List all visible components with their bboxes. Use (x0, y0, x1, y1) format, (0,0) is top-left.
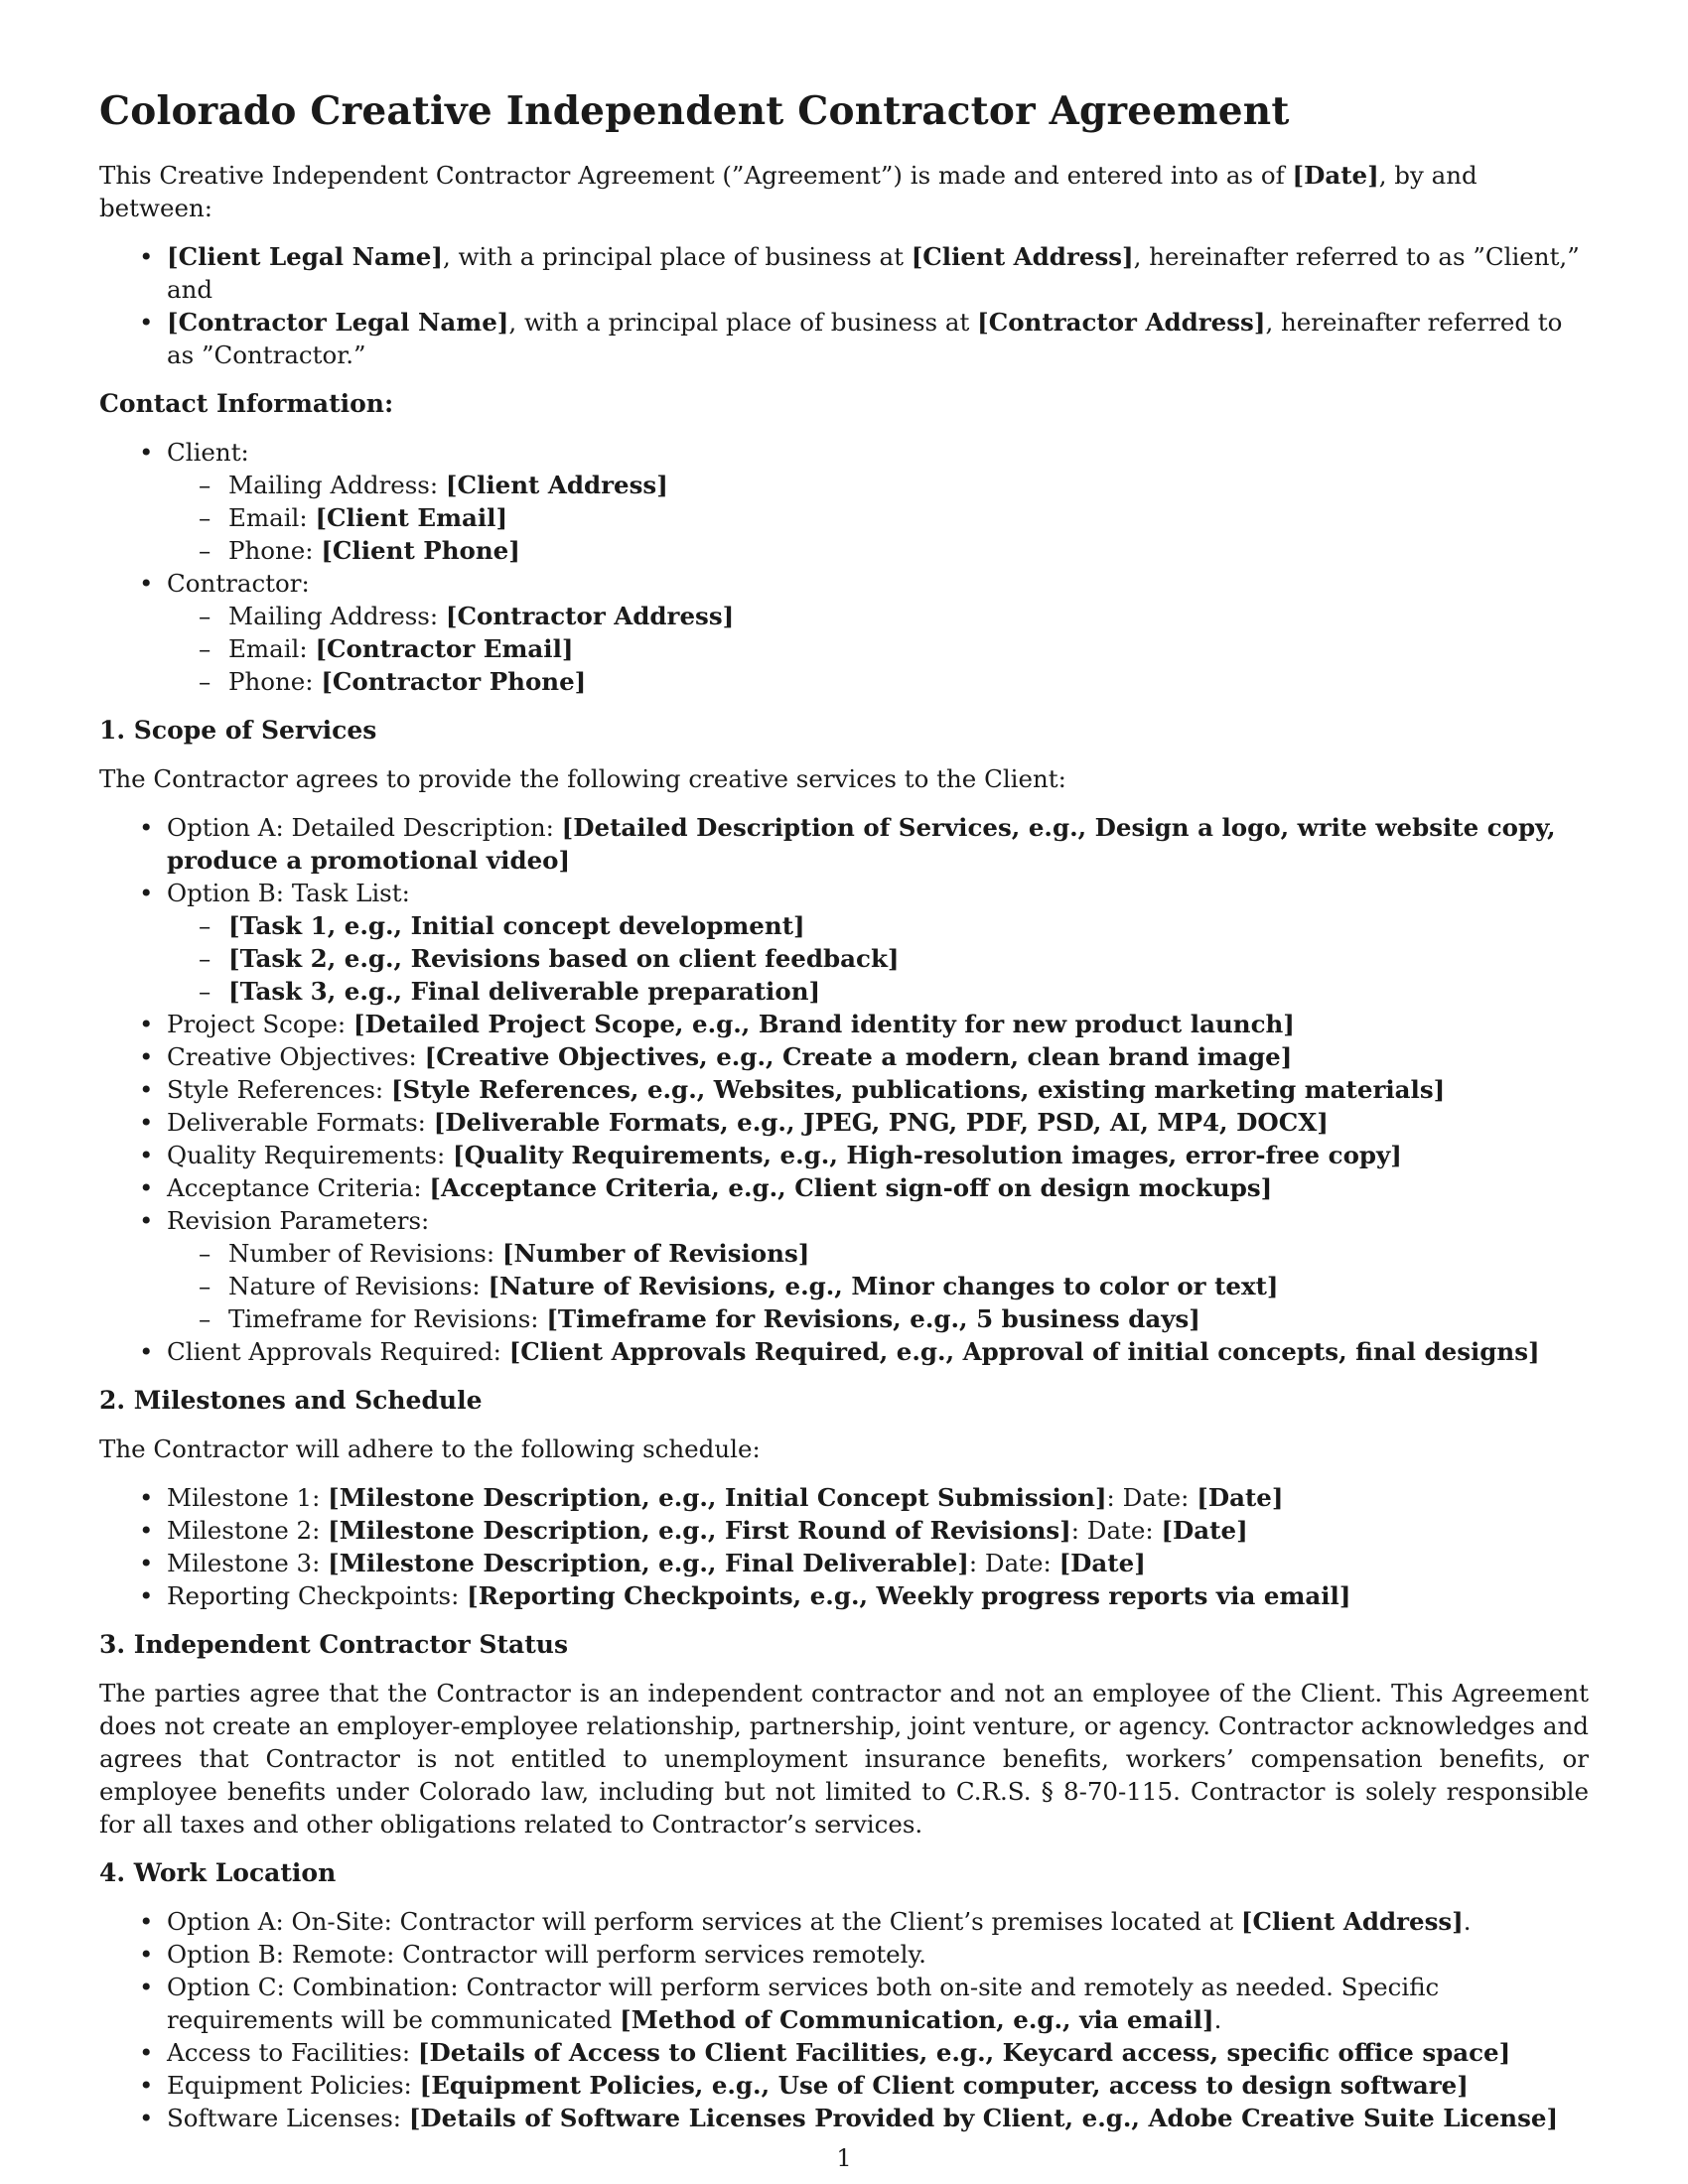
item-value: [Contractor Email] (315, 634, 574, 663)
intro-text: This Creative Independent Contractor Agreement (”Agreement”) is made and entered into as of (99, 161, 1293, 190)
item-label: Client Approvals Required: (167, 1337, 509, 1366)
item-label: Creative Objectives: (167, 1042, 425, 1071)
contact-client-address (228, 469, 1589, 501)
deliverable-formats (167, 1106, 1589, 1139)
date-label: : Date: (1070, 1516, 1162, 1545)
item-value: [Nature of Revisions, e.g., Minor changes to color or text] (488, 1272, 1279, 1300)
quality-requirements (167, 1139, 1589, 1171)
party-client-name: [Client Legal Name] (167, 242, 443, 271)
item-value: [Contractor Phone] (321, 667, 587, 696)
item-value: [Creative Objectives, e.g., Create a modern, clean brand image] (424, 1042, 1293, 1071)
item-label: Revision Parameters: (167, 1206, 430, 1235)
intro-paragraph (99, 159, 1589, 224)
item-value: [Milestone Description, e.g., Final Deliverable] (328, 1549, 969, 1577)
location-option-b: • Option B: Remote: Contractor will perform services remotely. (167, 1938, 1589, 1971)
party-client-tail: , hereinafter referred to as ”Client,” and (167, 242, 1580, 304)
item-label: Milestone 3: (167, 1549, 329, 1577)
revision-number (228, 1237, 1589, 1270)
work-location-list (99, 1905, 1589, 2134)
contact-contractor-phone (228, 665, 1589, 698)
item-value: [Method of Communication, e.g., via email] (620, 2005, 1214, 2034)
item-label: Email: (228, 634, 316, 663)
item-label: Nature of Revisions: (228, 1272, 489, 1300)
item-value: [Milestone Description, e.g., Initial Concept Submission] (328, 1483, 1107, 1512)
section-3-heading: 3. Independent Contractor Status (99, 1630, 569, 1659)
item-value: [Client Address] (1240, 1907, 1464, 1936)
date-label: : Date: (1106, 1483, 1197, 1512)
scope-option-b (167, 877, 1589, 1008)
task-item (228, 942, 1589, 975)
task-text: [Task 1, e.g., Initial concept development] (228, 911, 805, 940)
item-value: [Client Phone] (321, 536, 520, 565)
party-contractor-tail: , hereinafter referred to as ”Contractor.” (167, 308, 1563, 369)
party-contractor-address: [Contractor Address] (977, 308, 1266, 337)
item-label: Milestone 2: (167, 1516, 329, 1545)
date-value: [Date] (1161, 1516, 1248, 1545)
party-contractor-name: [Contractor Legal Name] (167, 308, 509, 337)
software-licenses (167, 2102, 1589, 2134)
item-value: [Detailed Description of Services, e.g., Design a logo, write website copy, produce a promotional video] (167, 813, 1556, 875)
task-text: [Task 3, e.g., Final deliverable preparation] (228, 977, 821, 1006)
item-label: Equipment Policies: (167, 2071, 420, 2100)
document-title: Colorado Creative Independent Contractor Agreement (99, 88, 1290, 134)
document-page (99, 87, 1589, 2150)
task-list (167, 909, 1589, 1008)
item-value: [Client Email] (315, 503, 508, 532)
reporting-checkpoints (167, 1579, 1589, 1612)
task-text: [Task 2, e.g., Revisions based on client feedback] (228, 944, 900, 973)
style-references (167, 1073, 1589, 1106)
contact-list (99, 436, 1589, 698)
equipment-policies (167, 2069, 1589, 2102)
revision-list (167, 1237, 1589, 1335)
scope-option-a (167, 811, 1589, 877)
item-label: Software Licenses: (167, 2104, 409, 2132)
item-value: [Style References, e.g., Websites, publications, existing marketing materials] (390, 1075, 1446, 1104)
item-value: [Reporting Checkpoints, e.g., Weekly progress reports via email] (467, 1581, 1351, 1610)
task-item (228, 975, 1589, 1008)
party-contractor-mid: , with a principal place of business at (508, 308, 978, 337)
item-label: Mailing Address: (228, 602, 446, 630)
item-value: [Client Approvals Required, e.g., Approval of initial concepts, final designs] (508, 1337, 1540, 1366)
client-approvals (167, 1335, 1589, 1368)
parties-list (99, 240, 1589, 371)
item-label: Phone: (228, 536, 322, 565)
item-label: Mailing Address: (228, 471, 446, 499)
item-value: [Milestone Description, e.g., First Round of Revisions] (328, 1516, 1071, 1545)
project-scope (167, 1008, 1589, 1040)
date-label: : Date: (968, 1549, 1059, 1577)
intro-date: [Date] (1292, 161, 1379, 190)
item-label: Option C: Combination: Contractor will perform services both on-site and remotely as needed. Specific requirements will be communicated (167, 1973, 1440, 2034)
task-item (228, 909, 1589, 942)
intro-text-end: , by and between: (99, 161, 1477, 222)
item-value: [Detailed Project Scope, e.g., Brand identity for new product launch] (352, 1010, 1295, 1038)
revision-nature (228, 1270, 1589, 1302)
item-label: Style References: (167, 1075, 391, 1104)
creative-objectives (167, 1040, 1589, 1073)
item-label: Timeframe for Revisions: (228, 1304, 547, 1333)
milestone-list (99, 1481, 1589, 1612)
item-value: [Details of Software Licenses Provided by Client, e.g., Adobe Creative Suite License] (408, 2104, 1559, 2132)
contact-contractor-email (228, 632, 1589, 665)
item-value: [Equipment Policies, e.g., Use of Client computer, access to design software] (419, 2071, 1469, 2100)
item-value: [Deliverable Formats, e.g., JPEG, PNG, PDF, PSD, AI, MP4, DOCX] (433, 1108, 1329, 1137)
item-end: . (1213, 2005, 1222, 2034)
section-1-list (99, 811, 1589, 1368)
milestone-2 (167, 1514, 1589, 1547)
item-label: Access to Facilities: (167, 2038, 418, 2067)
item-value: [Details of Access to Client Facilities, e.g., Keycard access, specific office space] (417, 2038, 1511, 2067)
location-option-c (167, 1971, 1589, 2036)
milestone-3 (167, 1547, 1589, 1579)
item-label: Option A: On-Site: Contractor will perform services at the Client’s premises located at (167, 1907, 1241, 1936)
item-value: [Contractor Address] (445, 602, 735, 630)
section-1-intro: The Contractor agrees to provide the following creative services to the Client: (99, 764, 1066, 793)
item-label: Project Scope: (167, 1010, 353, 1038)
item-value: [Acceptance Criteria, e.g., Client sign-off on design mockups] (429, 1173, 1273, 1202)
contact-contractor (167, 567, 1589, 698)
party-client-address: [Client Address] (911, 242, 1134, 271)
section-4-heading: 4. Work Location (99, 1858, 337, 1887)
contact-client (167, 436, 1589, 567)
item-value: [Timeframe for Revisions, e.g., 5 business days] (546, 1304, 1200, 1333)
item-value: [Client Address] (445, 471, 668, 499)
item-label: Option A: Detailed Description: (167, 813, 562, 842)
contact-client-phone (228, 534, 1589, 567)
date-value: [Date] (1196, 1483, 1284, 1512)
item-label: Milestone 1: (167, 1483, 329, 1512)
contact-client-label: Client: (167, 438, 249, 467)
item-end: . (1463, 1907, 1472, 1936)
item-label: Email: (228, 503, 316, 532)
item-label: Deliverable Formats: (167, 1108, 434, 1137)
revision-parameters (167, 1204, 1589, 1335)
item-label: Acceptance Criteria: (167, 1173, 430, 1202)
date-value: [Date] (1058, 1549, 1146, 1577)
page-number: 1 (836, 2144, 852, 2172)
item-label: Quality Requirements: (167, 1141, 454, 1169)
section-2-intro: The Contractor will adhere to the following schedule: (99, 1434, 761, 1463)
revision-timeframe (228, 1302, 1589, 1335)
contact-client-email (228, 501, 1589, 534)
acceptance-criteria (167, 1171, 1589, 1204)
contact-contractor-address (228, 600, 1589, 632)
party-client-mid: , with a principal place of business at (442, 242, 912, 271)
contact-contractor-label: Contractor: (167, 569, 310, 598)
item-label: Number of Revisions: (228, 1239, 502, 1268)
section-2-heading: 2. Milestones and Schedule (99, 1386, 483, 1415)
milestone-1 (167, 1481, 1589, 1514)
contact-client-items (167, 469, 1589, 567)
party-client (167, 240, 1589, 306)
access-to-facilities (167, 2036, 1589, 2069)
section-3-body: The parties agree that the Contractor is an independent contractor and not an employee of the Client. This Agreement does not create an employer-employee relationship, partnership, joint venture, or agency. Contractor acknowledges and agrees that Contractor is not entitled to unemployment insurance benefits, workers’ compensation benefits, or employee benefits under Colorado law, including but not limited to C.R.S. § 8-70-115. Contractor is solely responsible for all taxes and other obligations related to Contractor’s services. (99, 1679, 1589, 1839)
party-contractor (167, 306, 1589, 371)
item-value: [Quality Requirements, e.g., High-resolution images, error-free copy] (453, 1141, 1402, 1169)
section-1-heading: 1. Scope of Services (99, 716, 377, 745)
location-option-a (167, 1905, 1589, 1938)
contact-contractor-items (167, 600, 1589, 698)
item-label: Phone: (228, 667, 322, 696)
item-value: [Number of Revisions] (501, 1239, 810, 1268)
contact-heading: Contact Information: (99, 389, 394, 418)
item-label: Reporting Checkpoints: (167, 1581, 468, 1610)
item-label: Option B: Task List: (167, 879, 410, 907)
